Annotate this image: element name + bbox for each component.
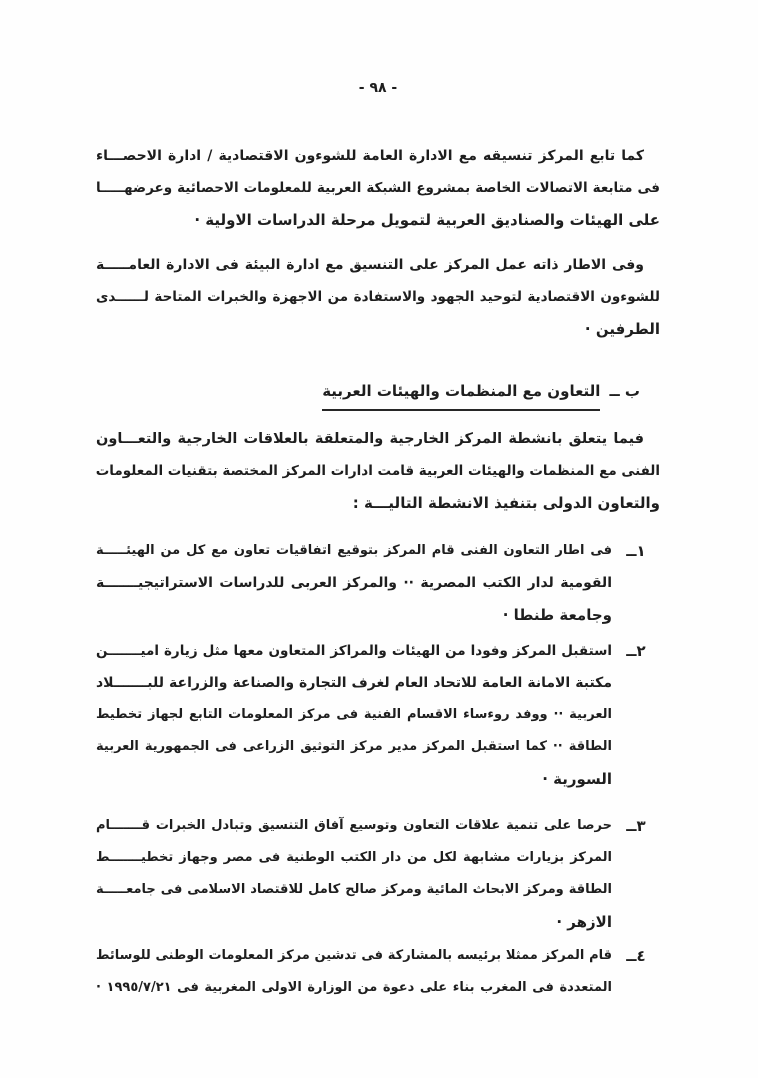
text-line: والتعاون الدولى بتنفيذ الانشطة التاليـــة :: [352, 494, 660, 512]
text-line: المتعددة فى المغرب بناء على دعوة من الوزارة الاولى المغربية فى ١٩٩٥/٧/٢١ ·: [96, 980, 612, 995]
section-heading-title: التعاون مع المنظمات والهيئات العربية: [322, 378, 600, 411]
text-line: الطاقة ·· كما استقبل المركز مدير مركز التوثيق الزراعى فى الجمهورية العربية: [96, 739, 612, 754]
text-line: على الهيئات والصناديق العربية لتمويل مرحلة الدراسات الاولية ·: [194, 211, 660, 229]
paragraph-section-intro: [96, 423, 660, 519]
text-line: العربية ·· ووفد روءساء الاقسام الفنية فى مركز المعلومات التابع لجهاز تخطيط: [96, 707, 612, 722]
text-line: استقبل المركز وفودا من الهيئات والمراكز المتعاون معها مثل زيارة اميـــــــن: [96, 643, 612, 659]
text-line: الازهر ·: [556, 913, 612, 931]
item-text: [96, 940, 612, 1004]
text-line: فى متابعة الاتصالات الخاصة بمشروع الشبكة العربية للمعلومات الاحصائية وعرضهـــــا: [96, 180, 660, 196]
text-line: الفنى مع المنظمات والهيئات العربية قامت ادارات المركز المختصة بتقنيات المعلومات: [95, 463, 660, 479]
text-line: فى اطار التعاون الفنى قام المركز بتوقيع اتفاقيات تعاون مع كل من الهيئـــــة: [96, 543, 612, 558]
section-heading-prefix: ب ــ: [609, 382, 640, 400]
item-text: [96, 810, 612, 938]
item-text: [96, 535, 612, 631]
paragraph-environment: [96, 249, 660, 345]
text-line: قام المركز ممثلا برئيسه بالمشاركة فى تدشين مركز المعلومات الوطنى للوسائط: [96, 948, 612, 963]
numbered-list: [96, 535, 660, 1004]
item-text: [96, 635, 612, 795]
text-line: وجامعة طنطا ·: [502, 606, 612, 624]
paragraph-coordination: [96, 140, 660, 236]
item-number: ٢ــ: [626, 642, 646, 660]
text-line: فيما يتعلق بانشطة المركز الخارجية والمتعلقة بالعلاقات الخارجية والتعـــاون: [96, 431, 644, 447]
text-line: وفى الاطار ذاته عمل المركز على التنسيق مع ادارة البيئة فى الادارة العامـــــة: [96, 257, 644, 273]
list-item: [96, 535, 660, 631]
section-heading: [96, 378, 660, 411]
text-line: القومية لدار الكتب المصرية ·· والمركز العربى للدراسات الاستراتيجيـــــــة: [96, 575, 612, 591]
text-line: الطرفين ·: [584, 320, 660, 338]
page-number: - ٩٨ -: [358, 80, 398, 96]
text-line: حرصا على تنمية علاقات التعاون وتوسيع آفاق التنسيق وتبادل الخبرات قـــــــام: [96, 818, 612, 833]
text-line: السورية ·: [542, 770, 612, 788]
list-item: [96, 940, 660, 1004]
item-number: ٣ــ: [626, 817, 646, 835]
text-line: كما تابع المركز تنسيقه مع الادارة العامة للشوءون الاقتصادية / ادارة الاحصـــاء: [96, 148, 644, 164]
text-line: الطاقة ومركز الابحاث المائية ومركز صالح كامل للاقتصاد الاسلامى فى جامعـــــة: [96, 882, 612, 897]
text-line: للشوءون الاقتصادية لتوحيد الجهود والاستفادة من الاجهزة والخبرات المتاحة لــــــدى: [96, 289, 660, 305]
item-number: ١ــ: [626, 542, 646, 560]
text-line: مكتبة الامانة العامة للاتحاد العام لغرف التجارة والصناعة والزراعة للبـــــــلاد: [96, 675, 612, 691]
list-item: [96, 810, 660, 938]
list-item: [96, 635, 660, 795]
text-line: المركز بزيارات مشابهة لكل من دار الكتب الوطنية فى مصر وجهاز تخطيـــــــط: [96, 850, 612, 865]
item-number: ٤ــ: [626, 947, 646, 965]
